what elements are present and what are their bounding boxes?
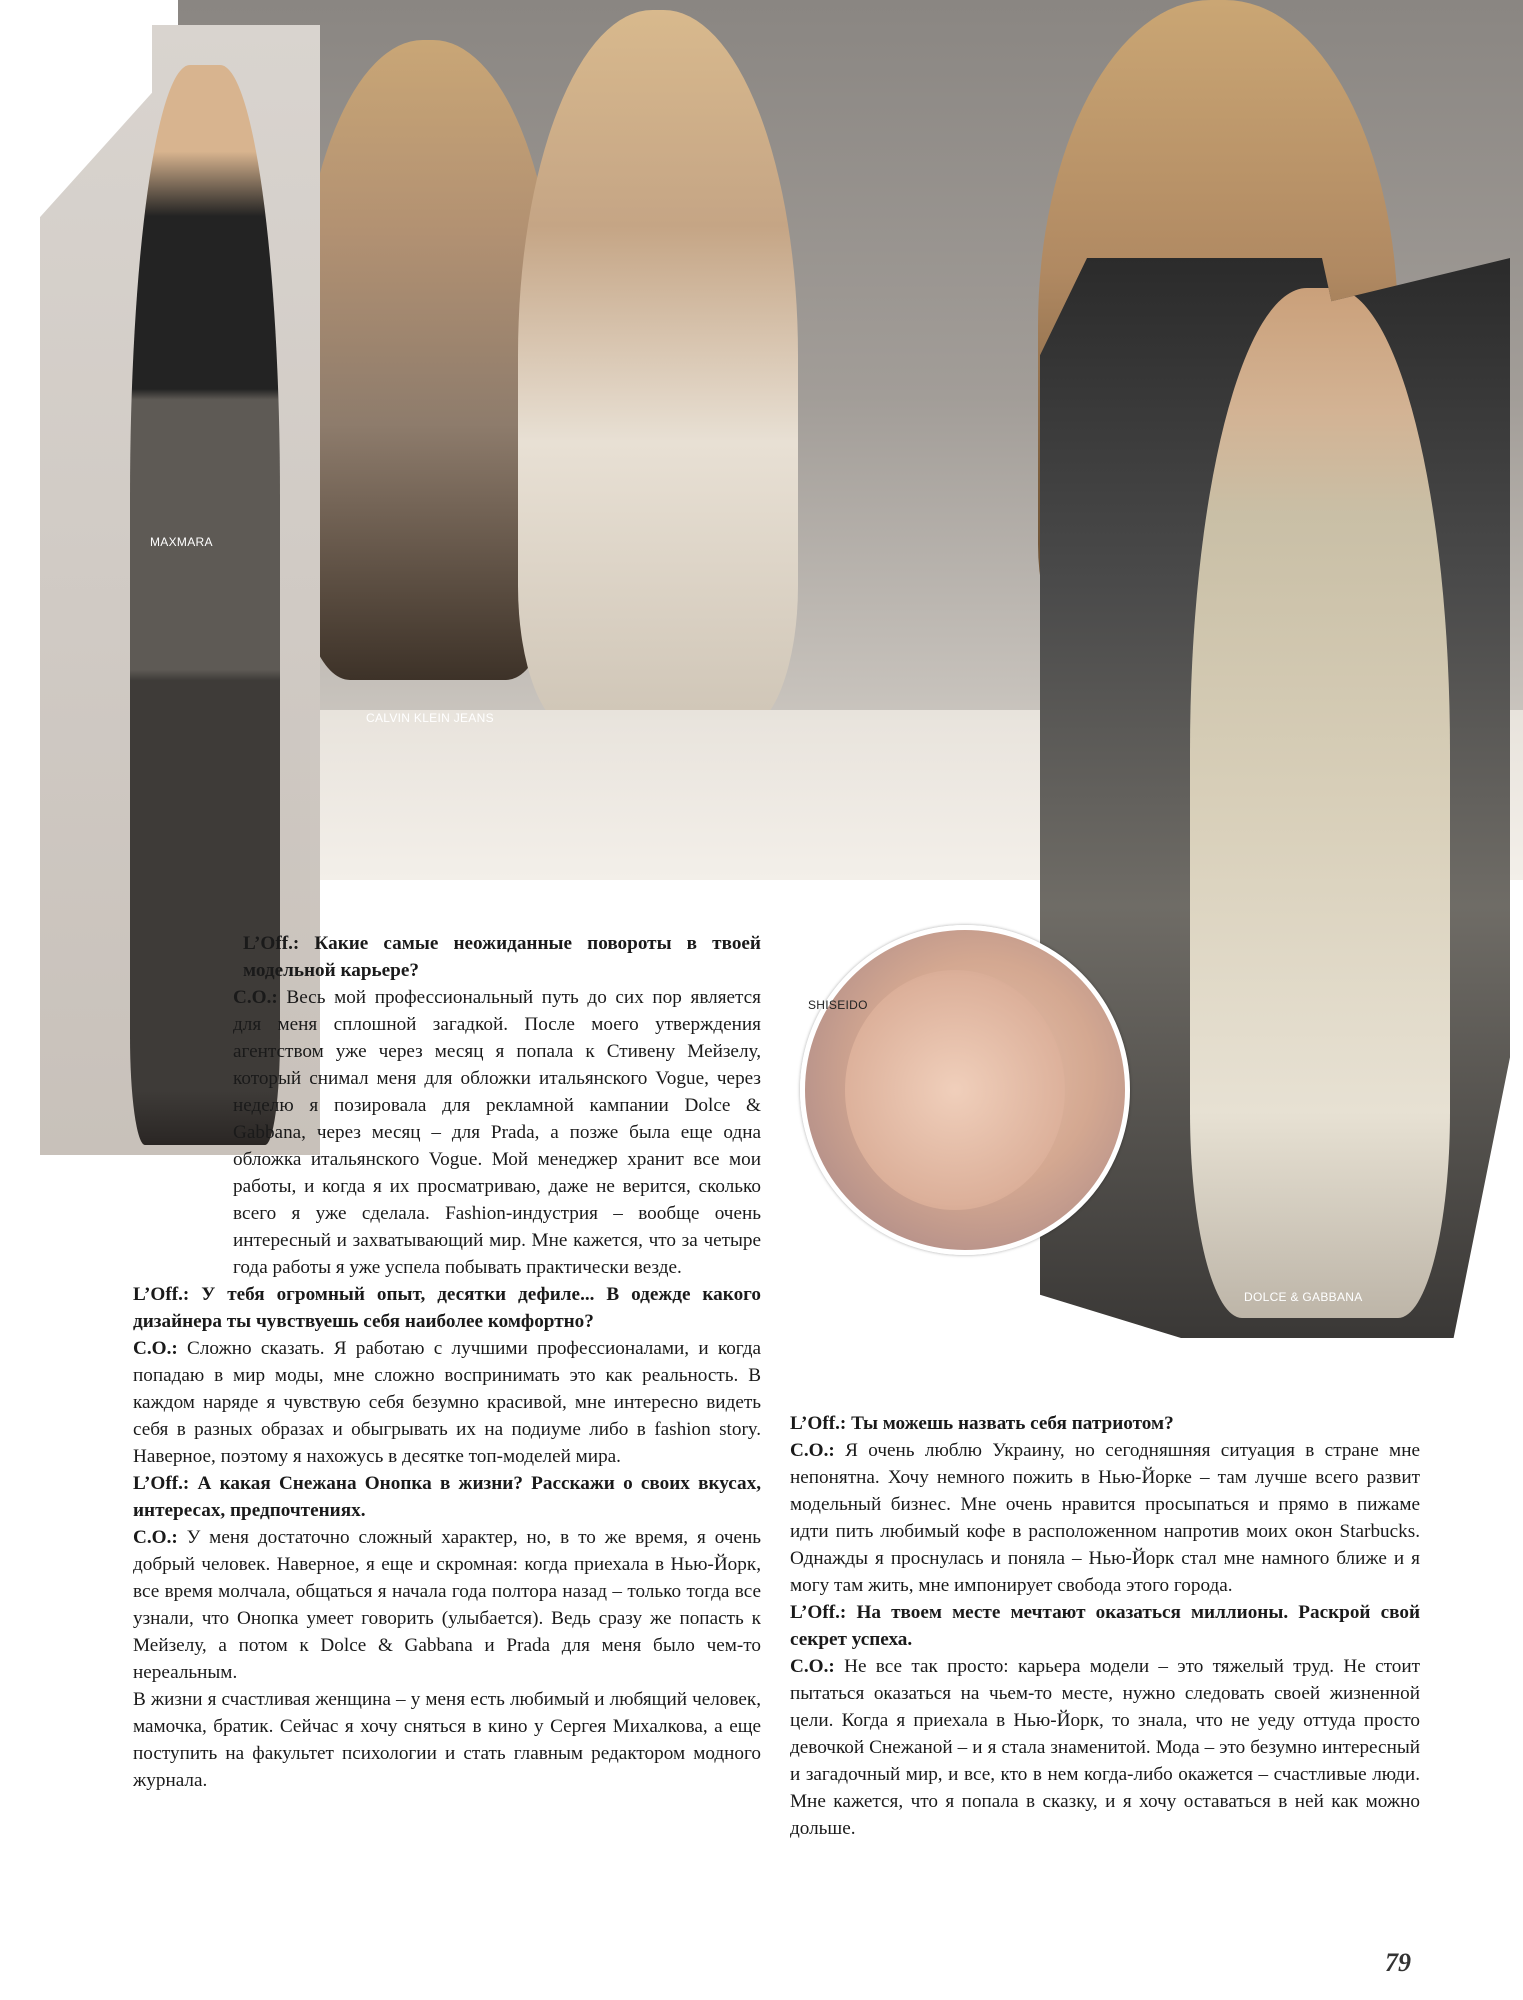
question: L’Off.: Какие самые неожиданные повороты в твоей модельной карьере? <box>243 933 761 981</box>
runway-model-right <box>1190 288 1450 1318</box>
interview-column-left <box>133 930 761 1794</box>
caption-maxmara: MAXMARA <box>150 535 213 549</box>
question: L’Off.: А какая Снежана Онопка в жизни? Расскажи о своих вкусах, интересах, предпочтениях. <box>133 1473 761 1521</box>
question: L’Off.: У тебя огромный опыт, десятки дефиле... В одежде какого дизайнера ты чувствуешь себя наиболее комфортно? <box>133 1284 761 1332</box>
answer <box>790 1653 1420 1842</box>
answer <box>790 1437 1420 1599</box>
answer-text: Не все так просто: карьера модели – это тяжелый труд. Не стоит пытаться оказаться на чьем-то месте, нужно следовать своей жизненной цели. Когда я приехала в Нью-Йорк, то знала, что не уеду оттуда просто девочкой Снежаной – и я стала знаменитой. Мода – это безумно интересный и загадочный мир, и все, кто в нем когда-либо окажется – счастливые люди. Мне кажется, что я попала в сказку, и я хочу оставаться в ней как можно дольше. <box>790 1656 1420 1839</box>
answer-label: С.О.: <box>790 1440 835 1461</box>
answer-text: Весь мой профессиональный путь до сих пор является для меня сплошной загадкой. После моего утверждения агентством уже через месяц я попала к Стивену Мейзелу, который снимал меня для обложки итальянского Vogue, через неделю я позировала для рекламной кампании Dolce & Gabbana, через месяц – для Prada, а позже была еще одна обложка итальянского Vogue. Мой менеджер хранит все мои работы, и когда я их просматриваю, даже не верится, сколько всего я уже сделала. Fashion-индустрия – вообще очень интересный и захватывающий мир. Мне кажется, что за четыре года работы я уже успела побывать практически везде. <box>233 987 761 1278</box>
answer-label: С.О.: <box>790 1656 835 1677</box>
question: L’Off.: Ты можешь назвать себя патриотом? <box>790 1413 1174 1434</box>
model-figure-2 <box>518 10 798 730</box>
runway-photo-right <box>1040 258 1510 1338</box>
answer <box>233 984 761 1281</box>
answer-label: С.О.: <box>133 1527 178 1548</box>
beauty-face <box>845 970 1065 1210</box>
answer-paragraph: В жизни я счастливая женщина – у меня есть любимый и любящий человек, мамочка, братик. Сейчас я хочу сняться в кино у Сергея Михалкова, а еще поступить на факультет психологии и стать главным редактором модного журнала. <box>133 1689 761 1791</box>
beauty-photo-circle <box>800 925 1130 1255</box>
caption-dolce-gabbana: DOLCE & GABBANA <box>1244 1290 1363 1304</box>
caption-shiseido: SHISEIDO <box>808 998 868 1012</box>
answer-label: С.О.: <box>233 987 278 1008</box>
interview-column-right <box>790 1410 1420 1842</box>
answer <box>133 1524 761 1686</box>
question: L’Off.: На твоем месте мечтают оказаться миллионы. Раскрой свой секрет успеха. <box>790 1602 1420 1650</box>
answer-label: С.О.: <box>133 1338 178 1359</box>
answer-text: Сложно сказать. Я работаю с лучшими профессионалами, и когда попадаю в мир моды, мне сложно воспринимать это как реальность. В каждом наряде я чувствую себя безумно красивой, мне интересно видеть себя в разных образах и обыгрывать их на подиуме либо в fashion story. Наверное, поэтому я нахожусь в десятке топ-моделей мира. <box>133 1338 762 1467</box>
answer-text: Я очень люблю Украину, но сегодняшняя ситуация в стране мне непонятна. Хочу немного пожить в Нью-Йорке – там лучше всего развит модельный бизнес. Мне очень нравится просыпаться и прямо в пижаме идти пить любимый кофе в расположенном напротив моих окон Starbucks. Однажды я проснулась и поняла – Нью-Йорк стал мне намного ближе и я могу там жить, мне импонирует свобода этого города. <box>790 1440 1420 1596</box>
answer-text: У меня достаточно сложный характер, но, в то же время, я очень добрый человек. Наверное, я еще и скромная: когда приехала в Нью-Йорк, все время молчала, общаться я начала года полтора назад – только тогда все узнали, что Онопка умеет говорить (улыбается). Ведь сразу же попасть к Мейзелу, а потом к Dolce & Gabbana и Prada для меня было чем-то нереальным. <box>133 1527 762 1683</box>
answer <box>133 1335 761 1470</box>
page-number: 79 <box>1385 1948 1411 1977</box>
caption-calvin-klein: CALVIN KLEIN JEANS <box>366 711 494 725</box>
